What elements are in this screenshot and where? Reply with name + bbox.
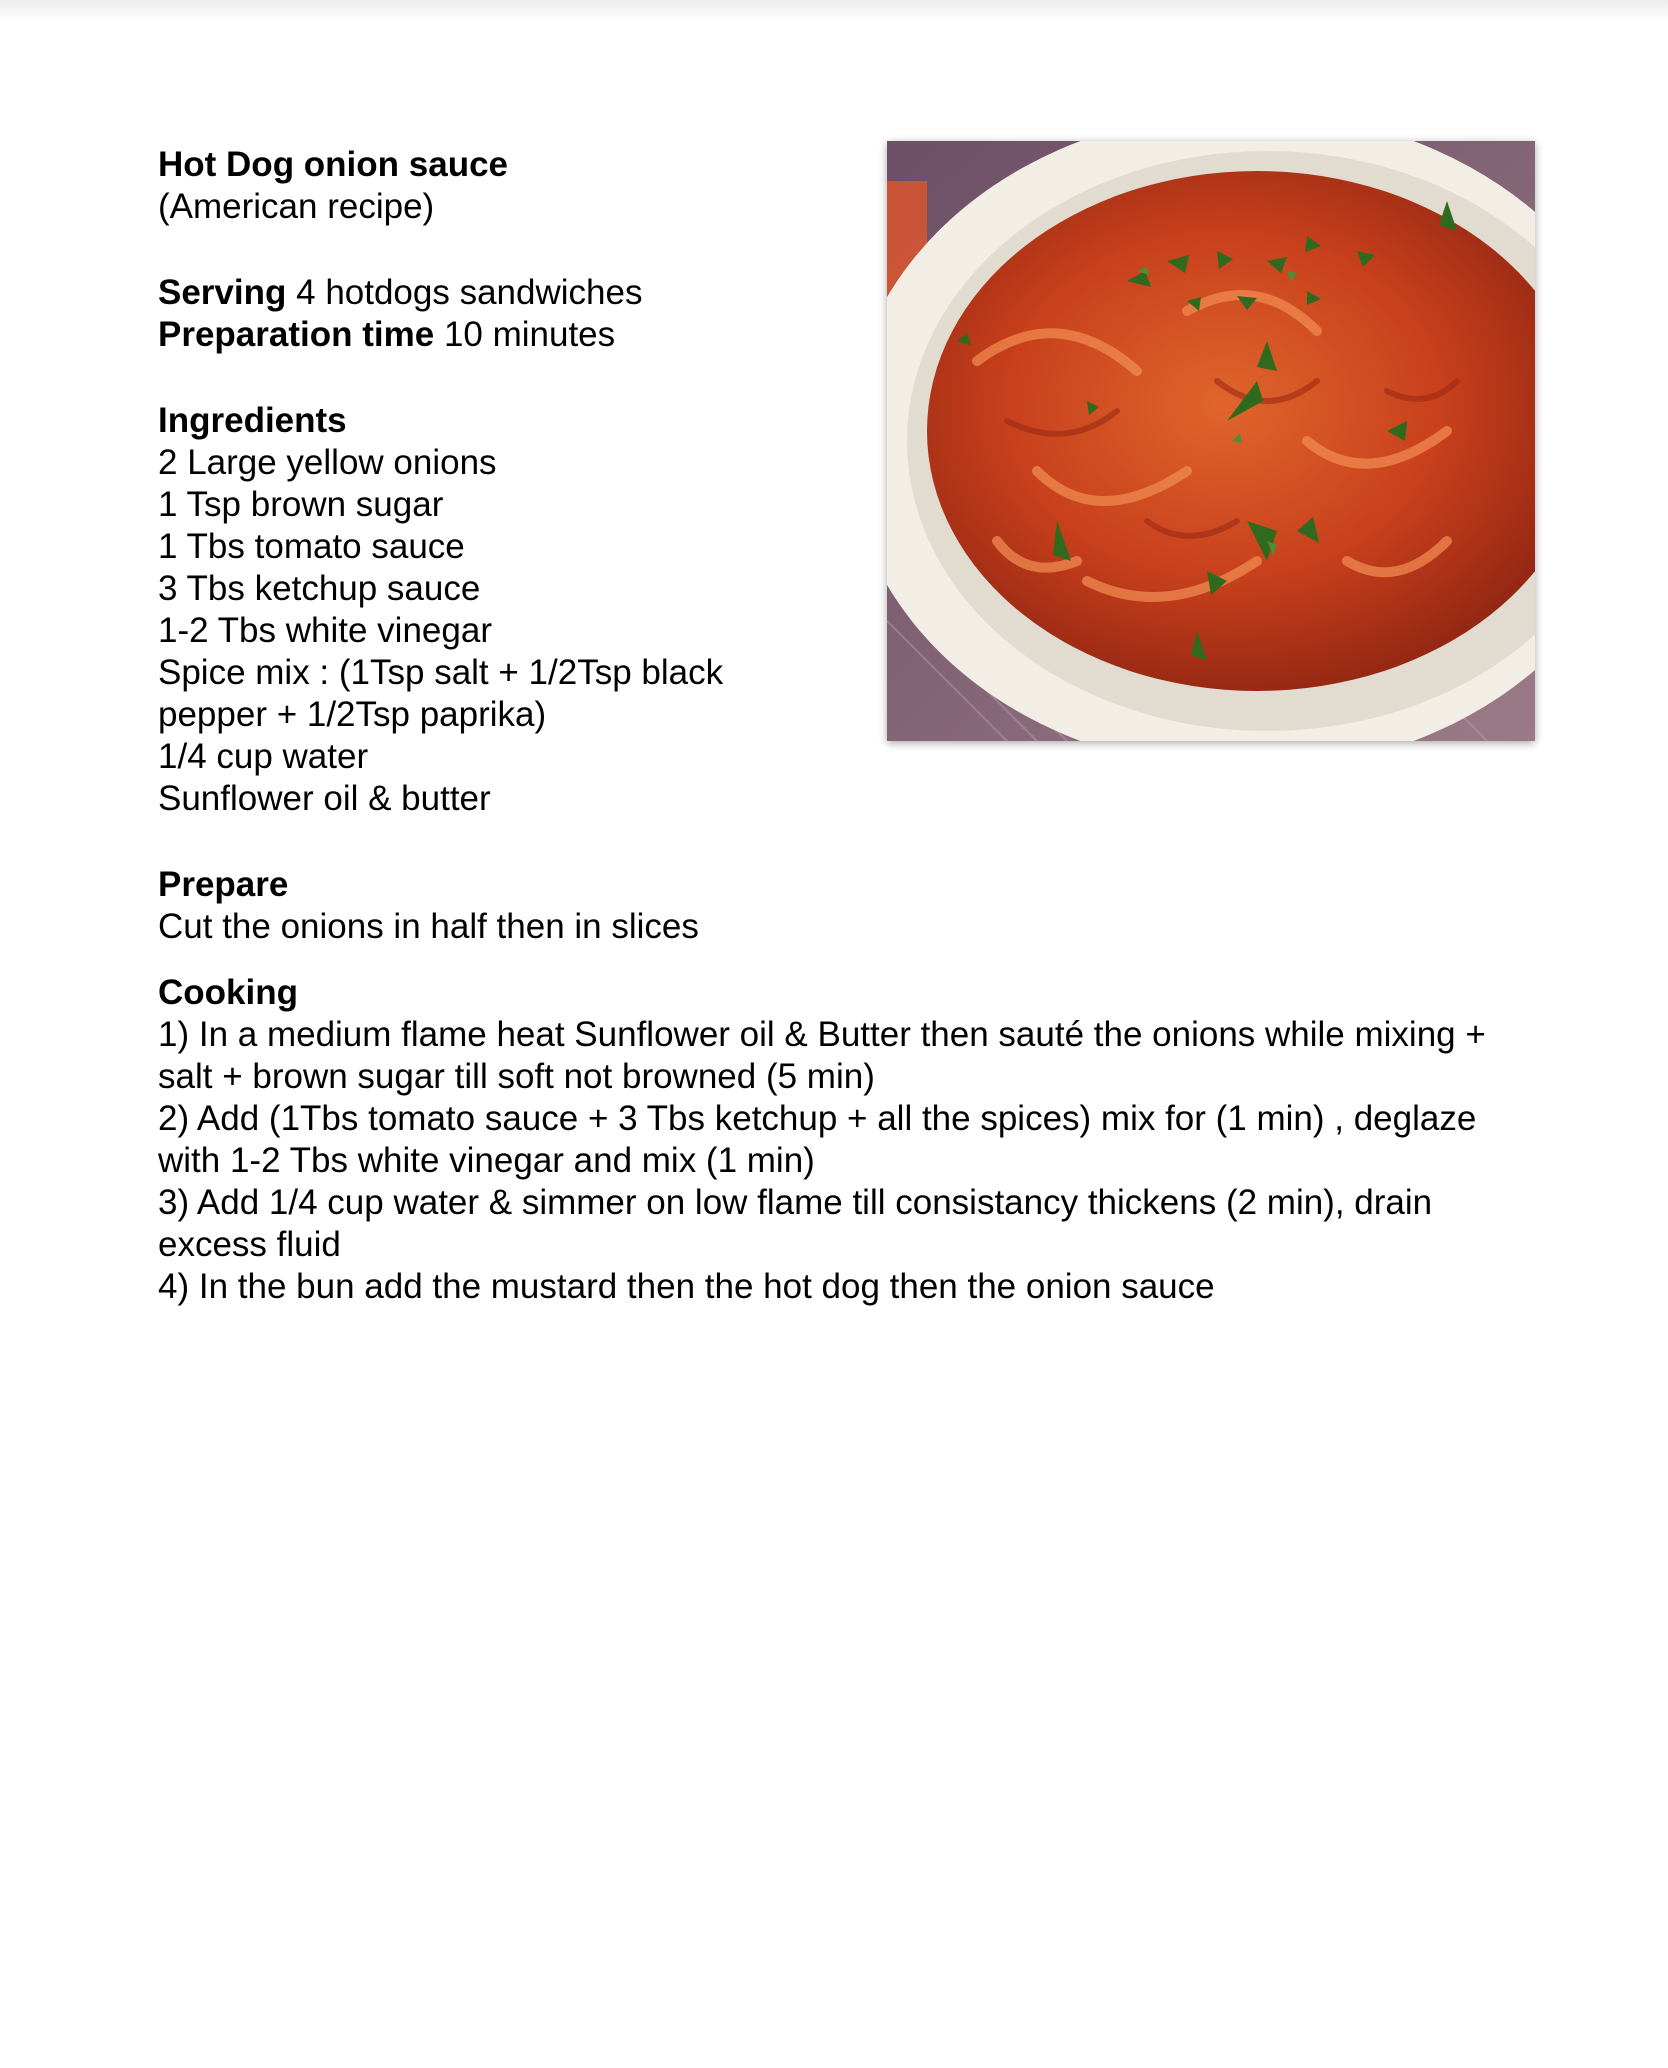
prepare-heading: Prepare (158, 865, 289, 904)
serving-value: 4 hotdogs sandwiches (296, 273, 643, 312)
page-top-edge (0, 0, 1668, 22)
ingredient-item: 1 Tsp brown sugar (158, 485, 444, 524)
prep-time-label: Preparation time (158, 315, 435, 354)
cooking-heading: Cooking (158, 973, 298, 1012)
recipe-title: Hot Dog onion sauce (158, 145, 508, 184)
ingredient-item: 2 Large yellow onions (158, 443, 497, 482)
ingredients-heading: Ingredients (158, 401, 347, 440)
serving-label: Serving (158, 273, 287, 312)
cooking-step: 3) Add 1/4 cup water & simmer on low flame till consistancy thickens (2 min), drain excess fluid (158, 1183, 1433, 1264)
recipe-subtitle: (American recipe) (158, 187, 435, 226)
ingredient-item: 3 Tbs ketchup sauce (158, 569, 481, 608)
onion-sauce-bowl-icon (887, 141, 1535, 741)
ingredient-item: 1/4 cup water (158, 737, 369, 776)
cooking-step: 4) In the bun add the mustard then the hot dog then the onion sauce (158, 1267, 1215, 1306)
ingredient-item: Sunflower oil & butter (158, 779, 491, 818)
prep-time-value: 10 minutes (443, 315, 616, 354)
ingredient-item: 1-2 Tbs white vinegar (158, 611, 492, 650)
cooking-step: 2) Add (1Tbs tomato sauce + 3 Tbs ketchup + all the spices) mix for (1 min) , deglaze with 1-2 Tbs white vinegar and mix (1 min) (158, 1099, 1477, 1180)
onion-sauce-bowl-photo (887, 141, 1535, 741)
prepare-text: Cut the onions in half then in slices (158, 907, 699, 946)
ingredient-item: Spice mix : (1Tsp salt + 1/2Tsp black pepper + 1/2Tsp paprika) (158, 653, 724, 734)
ingredient-item: 1 Tbs tomato sauce (158, 527, 465, 566)
cooking-step: 1) In a medium flame heat Sunflower oil & Butter then sauté the onions while mixing + salt + brown sugar till soft not browned (5 min) (158, 1015, 1486, 1096)
